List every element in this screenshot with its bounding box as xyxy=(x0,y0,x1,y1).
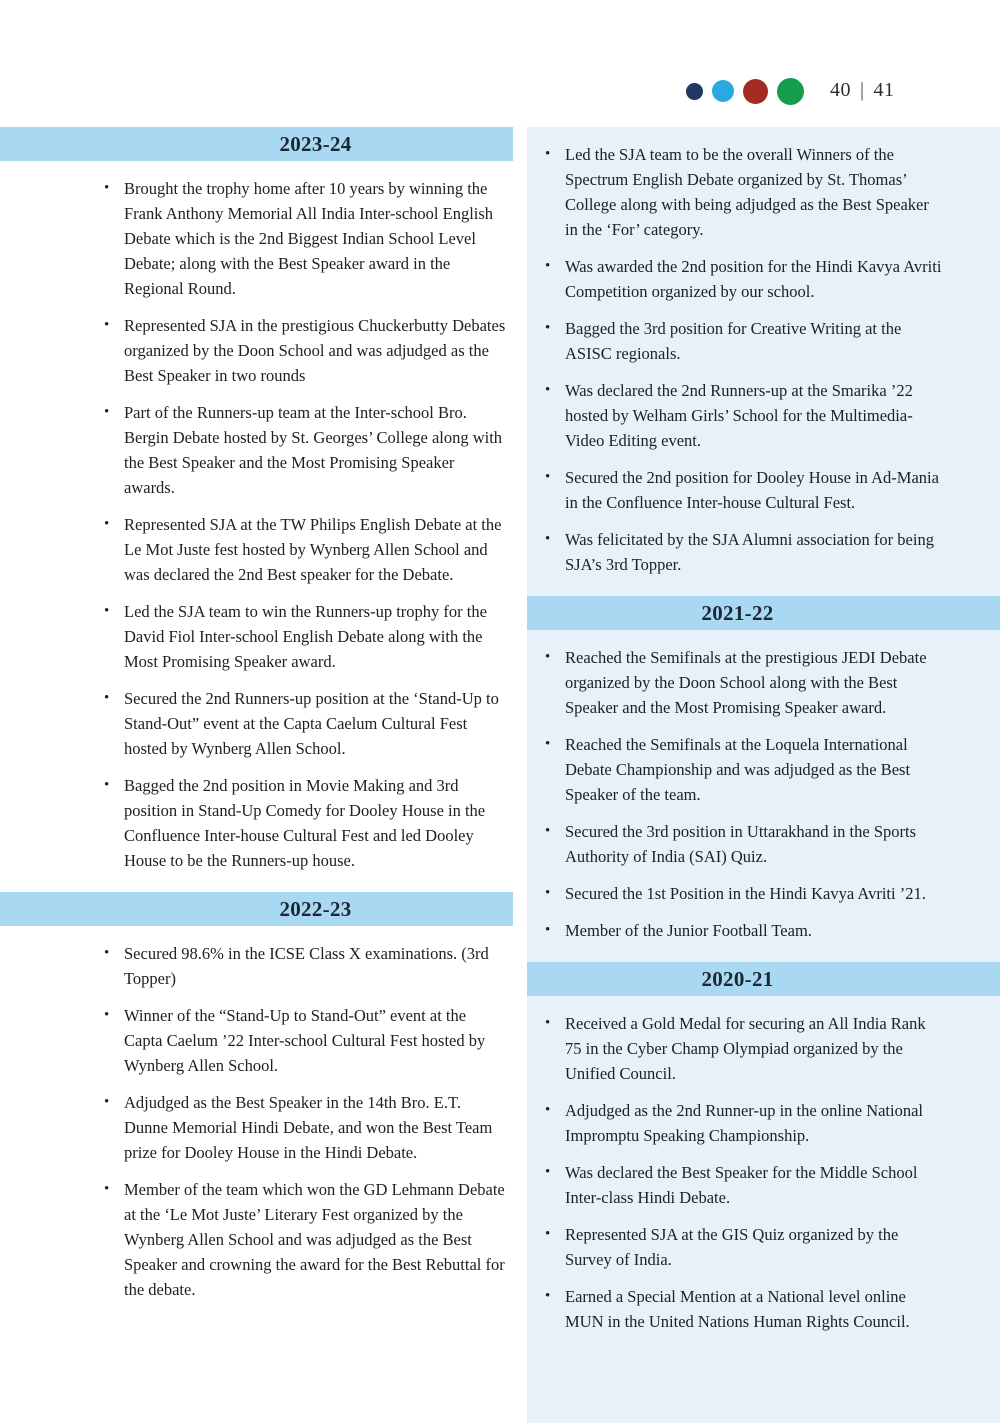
achievement-text: Received a Gold Medal for securing an All India Rank 75 in the Cyber Champ Olympiad organized by the Unified Council. xyxy=(565,1014,926,1083)
achievement-text: Reached the Semifinals at the prestigious JEDI Debate organized by the Doon School along with the Best Speaker and the Most Promising Speaker award. xyxy=(565,648,927,717)
achievement-item xyxy=(545,1011,944,1086)
bullet-icon: • xyxy=(545,1015,551,1031)
achievement-text: Secured the 2nd Runners-up position at the ‘Stand-Up to Stand-Out” event at the Capta Caelum Cultural Fest hosted by Wynberg Allen School. xyxy=(124,689,499,758)
achievement-item xyxy=(545,316,944,366)
achievement-item xyxy=(545,918,944,943)
achievement-text: Brought the trophy home after 10 years by winning the Frank Anthony Memorial All India Inter-school English Debate which is the 2nd Biggest Indian School Level Debate; along with the Best Speaker award in the Regional Round. xyxy=(124,179,494,298)
achievement-text: Member of the team which won the GD Lehmann Debate at the ‘Le Mot Juste’ Literary Fest organized by the Wynberg Allen School and was adjudged as the Best Speaker and crowning the award for the Best Rebuttal for the debate. xyxy=(124,1180,505,1299)
achievement-item xyxy=(545,819,944,869)
bullet-icon: • xyxy=(104,317,110,333)
bullet-icon: • xyxy=(545,258,551,274)
achievement-text: Reached the Semifinals at the Loquela International Debate Championship and was adjudged as the Best Speaker of the team. xyxy=(565,735,911,804)
achievement-text: Member of the Junior Football Team. xyxy=(565,921,812,940)
bullet-icon: • xyxy=(545,531,551,547)
achievement-list xyxy=(527,142,1000,577)
achievement-text: Secured the 3rd position in Uttarakhand in the Sports Authority of India (SAI) Quiz. xyxy=(565,822,917,866)
achievement-text: Represented SJA in the prestigious Chuckerbutty Debates organized by the Doon School and was adjudged as the Best Speaker in two rounds xyxy=(124,316,506,385)
green-dot-icon xyxy=(777,78,804,105)
section-header: 2022-23 xyxy=(0,892,513,926)
achievement-text: Secured 98.6% in the ICSE Class X examinations. (3rd Topper) xyxy=(124,944,489,988)
achievement-text: Bagged the 2nd position in Movie Making and 3rd position in Stand-Up Comedy for Dooley House in the Confluence Inter-house Cultural Fest and led Dooley House to be the Runners-up house. xyxy=(124,776,486,870)
navy-dot-icon xyxy=(686,83,703,100)
left-column xyxy=(0,127,513,1321)
bullet-icon: • xyxy=(104,516,110,532)
achievement-text: Winner of the “Stand-Up to Stand-Out” event at the Capta Caelum ’22 Inter-school Cultural Fest hosted by Wynberg Allen School. xyxy=(124,1006,486,1075)
achievement-text: Part of the Runners-up team at the Inter-school Bro. Bergin Debate hosted by St. Georges’ College along with the Best Speaker and the Most Promising Speaker awards. xyxy=(124,403,503,497)
right-page-number: 41 xyxy=(873,79,895,101)
achievement-text: Earned a Special Mention at a National level online MUN in the United Nations Human Rights Council. xyxy=(565,1287,910,1331)
bullet-icon: • xyxy=(104,1094,110,1110)
achievement-list xyxy=(527,1011,1000,1334)
bullet-icon: • xyxy=(104,1007,110,1023)
bullet-icon: • xyxy=(104,404,110,420)
achievement-item xyxy=(545,527,944,577)
section-header: 2021-22 xyxy=(527,596,1000,630)
achievement-item xyxy=(104,313,507,388)
achievement-item xyxy=(545,465,944,515)
brand-dots xyxy=(686,76,804,106)
bullet-icon: • xyxy=(104,180,110,196)
bullet-icon: • xyxy=(104,690,110,706)
bullet-icon: • xyxy=(545,320,551,336)
bullet-icon: • xyxy=(545,1288,551,1304)
achievement-text: Was declared the Best Speaker for the Middle School Inter-class Hindi Debate. xyxy=(565,1163,918,1207)
achievement-text: Was declared the 2nd Runners-up at the Smarika ’22 hosted by Welham Girls’ School for the Multimedia- Video Editing event. xyxy=(565,381,913,450)
section-header: 2020-21 xyxy=(527,962,1000,996)
right-column xyxy=(527,127,1000,1423)
achievement-item xyxy=(104,599,507,674)
achievement-list xyxy=(0,941,513,1302)
achievement-list xyxy=(0,176,513,873)
achievement-item xyxy=(545,1098,944,1148)
bullet-icon: • xyxy=(545,1102,551,1118)
achievement-item xyxy=(104,1003,507,1078)
bullet-icon: • xyxy=(545,823,551,839)
achievement-text: Led the SJA team to be the overall Winners of the Spectrum English Debate organized by St. Thomas’ College along with being adjudged as the Best Speaker in the ‘For’ category. xyxy=(565,145,929,239)
achievement-item xyxy=(104,512,507,587)
achievement-item xyxy=(545,142,944,242)
achievement-text: Secured the 1st Position in the Hindi Kavya Avriti ’21. xyxy=(565,884,926,903)
bullet-icon: • xyxy=(545,1226,551,1242)
bullet-icon: • xyxy=(545,146,551,162)
bullet-icon: • xyxy=(545,736,551,752)
bullet-icon: • xyxy=(104,603,110,619)
bullet-icon: • xyxy=(545,885,551,901)
bullet-icon: • xyxy=(545,469,551,485)
dark-red-dot-icon xyxy=(743,79,768,104)
achievement-text: Represented SJA at the TW Philips English Debate at the Le Mot Juste fest hosted by Wynberg Allen School and was declared the 2nd Best speaker for the Debate. xyxy=(124,515,502,584)
sky-blue-dot-icon xyxy=(712,80,734,102)
achievement-item xyxy=(545,645,944,720)
achievement-text: Was felicitated by the SJA Alumni association for being SJA’s 3rd Topper. xyxy=(565,530,934,574)
bullet-icon: • xyxy=(104,1181,110,1197)
bullet-icon: • xyxy=(545,922,551,938)
achievement-list xyxy=(527,645,1000,943)
bullet-icon: • xyxy=(104,777,110,793)
left-page-number: 40 xyxy=(830,79,851,101)
achievement-text: Bagged the 3rd position for Creative Writing at the ASISC regionals. xyxy=(565,319,902,363)
achievement-text: Secured the 2nd position for Dooley House in Ad-Mania in the Confluence Inter-house Cultural Fest. xyxy=(565,468,939,512)
achievement-item xyxy=(104,941,507,991)
achievement-text: Was awarded the 2nd position for the Hindi Kavya Avriti Competition organized by our school. xyxy=(565,257,942,301)
bullet-icon: • xyxy=(545,1164,551,1180)
section-header: 2023-24 xyxy=(0,127,513,161)
bullet-icon: • xyxy=(104,945,110,961)
achievement-item xyxy=(104,773,507,873)
achievement-item xyxy=(104,1090,507,1165)
achievement-item xyxy=(104,400,507,500)
achievement-item xyxy=(545,1284,944,1334)
achievement-item xyxy=(545,881,944,906)
achievement-item xyxy=(545,254,944,304)
achievement-text: Led the SJA team to win the Runners-up trophy for the David Fiol Inter-school English Debate along with the Most Promising Speaker award. xyxy=(124,602,487,671)
achievement-item xyxy=(545,1222,944,1272)
achievement-text: Adjudged as the Best Speaker in the 14th Bro. E.T. Dunne Memorial Hindi Debate, and won the Best Team prize for Dooley House in the Hindi Debate. xyxy=(124,1093,493,1162)
bullet-icon: • xyxy=(545,649,551,665)
achievement-item xyxy=(545,732,944,807)
achievement-item xyxy=(104,686,507,761)
achievement-text: Adjudged as the 2nd Runner-up in the online National Impromptu Speaking Championship. xyxy=(565,1101,924,1145)
achievement-text: Represented SJA at the GIS Quiz organized by the Survey of India. xyxy=(565,1225,899,1269)
page-numbers xyxy=(830,79,895,102)
achievement-item xyxy=(104,1177,507,1302)
bullet-icon: • xyxy=(545,382,551,398)
achievement-item xyxy=(104,176,507,301)
achievement-item xyxy=(545,1160,944,1210)
achievement-item xyxy=(545,378,944,453)
page-number-separator: | xyxy=(860,79,865,101)
